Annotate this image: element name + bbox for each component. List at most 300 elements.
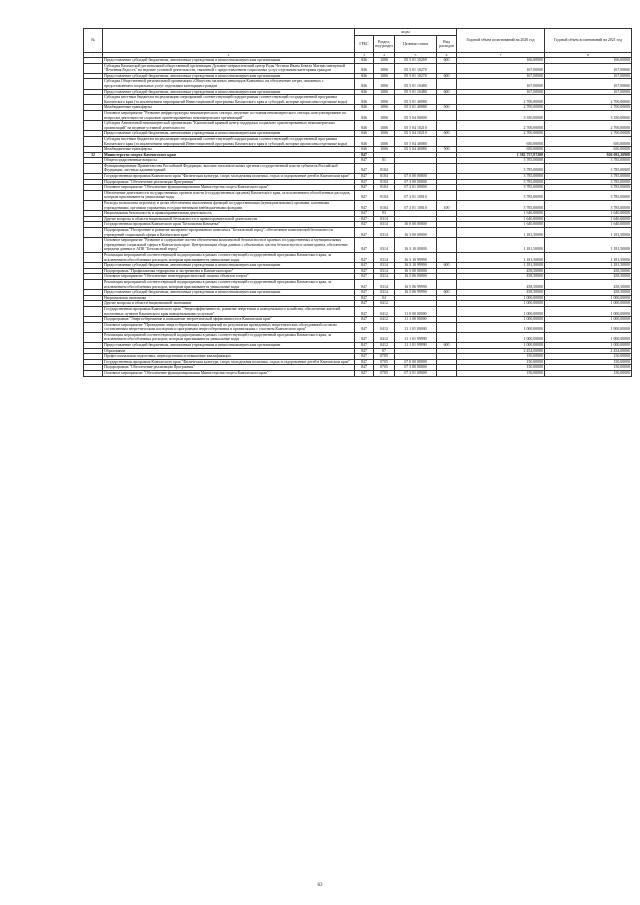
row-razdel: 0705 xyxy=(374,354,395,360)
row-amount-2021: 1 000,00000 xyxy=(545,301,632,307)
row-name: Подпрограмма "Профилактика терроризма и экстремизма в Камчатском крае" xyxy=(103,268,355,274)
row-amount-2020: 1 000,00000 xyxy=(457,306,545,316)
table-row xyxy=(84,79,632,89)
row-razdel: 1006 xyxy=(374,121,395,131)
row-vr xyxy=(437,279,457,289)
row-cst: 07 0 00 00000 xyxy=(395,359,437,365)
row-vr: 600 xyxy=(437,89,457,95)
row-name: Предоставление субсидий бюджетным, автономным учреждениям и иным некоммерческим организациям xyxy=(103,58,355,64)
row-name: Субсидия Автономной некоммерческой организации "Камчатский краевой центр поддержки социально ориентированных некоммерческих организаций" на ведение уставной деятельности xyxy=(103,121,355,131)
row-cst: 05 5 04 00000 xyxy=(395,110,437,120)
row-amount-2020: 2 454,00000 xyxy=(457,348,545,354)
row-amount-2021: 1 181,50000 xyxy=(545,228,632,238)
row-amount-2020: 458,50000 xyxy=(457,290,545,296)
row-razdel: 0314 xyxy=(374,268,395,274)
table-row xyxy=(84,190,632,200)
row-cst: 16 5 06 00000 xyxy=(395,274,437,280)
row-amount-2021: 650,00000 xyxy=(545,136,632,146)
row-number xyxy=(84,238,103,253)
page-number: 63 xyxy=(317,883,323,888)
row-name: Общегосударственные вопросы xyxy=(103,158,355,164)
row-vr: 600 xyxy=(437,343,457,349)
row-amount-2021: 150,00000 xyxy=(545,365,632,371)
row-name: Министерство спорта Камчатского края xyxy=(103,152,355,158)
table-row xyxy=(84,332,632,342)
row-name: Межбюджетные трансферты xyxy=(103,147,355,153)
row-amount-2021: 3 785,00000 xyxy=(545,179,632,185)
row-amount-2021: 1 640,00000 xyxy=(545,222,632,228)
table-row xyxy=(84,279,632,289)
table-row xyxy=(84,252,632,262)
row-amount-2020: 150,00000 xyxy=(457,359,545,365)
row-cst: 16 3 10 99990 xyxy=(395,252,437,262)
row-name: Образование xyxy=(103,348,355,354)
row-amount-2021: 1 000,00000 xyxy=(545,306,632,316)
table-row xyxy=(84,95,632,105)
row-name: Реализация мероприятий соответствующей подпрограммы в рамках соответствующей государственной программы Камчатского края, за исключением обособленных расходов, которым присваиваются уникальные коды xyxy=(103,252,355,262)
row-razdel: 1006 xyxy=(374,79,395,89)
row-amount-2021: 458,50000 xyxy=(545,274,632,280)
row-grbs: 847 xyxy=(355,268,374,274)
row-name: Функционирование Правительства Российской Федерации, высших исполнительных органов государственной власти субъектов Российской Федерации, местных администраций xyxy=(103,163,355,173)
row-amount-2020: 3 785,00000 xyxy=(457,185,545,191)
row-grbs: 846 xyxy=(355,136,374,146)
row-cst: 07 3 01 00000 xyxy=(395,185,437,191)
row-razdel: 0412 xyxy=(374,322,395,332)
row-name: Основное мероприятие "Обеспечение функционирования Министерства спорта Камчатского края" xyxy=(103,371,355,377)
row-grbs: 847 xyxy=(355,211,374,217)
row-razdel: 04 xyxy=(374,295,395,301)
row-razdel: 0412 xyxy=(374,301,395,307)
row-amount-2021: 1 000,00000 xyxy=(545,295,632,301)
codes-group-header: коды xyxy=(355,29,457,36)
row-grbs: 847 xyxy=(355,348,374,354)
row-grbs: 847 xyxy=(355,290,374,296)
row-name: Предоставление субсидий бюджетным, автономным учреждениям и иным некоммерческим организациям xyxy=(103,89,355,95)
row-cst: 11 0 00 00000 xyxy=(395,306,437,316)
row-razdel: 0314 xyxy=(374,228,395,238)
row-razdel: 1006 xyxy=(374,89,395,95)
row-name: Основное мероприятие "Развитие инфраструктуры некоммерческого сектора, изучение состояния некоммерческого сектора, консультирование по вопросам деятельности социально ориентированных некоммерческих организаций" xyxy=(103,110,355,120)
row-amount-2021: 458,50000 xyxy=(545,279,632,289)
row-amount-2020: 1 181,50000 xyxy=(457,252,545,262)
row-cst: 16 5 06 99990 xyxy=(395,279,437,289)
row-vr xyxy=(437,136,457,146)
row-amount-2020: 2 700,00000 xyxy=(457,131,545,137)
row-grbs: 847 xyxy=(355,163,374,173)
row-name: Реализация мероприятий соответствующей подпрограммы в рамках соответствующей государственной программы Камчатского края, за исключением обособленных расходов, которым присваиваются уникальные коды xyxy=(103,279,355,289)
row-name: Подпрограмма "Построение и развитие аппаратно-программного комплекса "Безопасный город", обеспечение комплексной безопасности учреждений социальной сферы в Камчатском крае" xyxy=(103,228,355,238)
row-cst: 07 3 01 00000 xyxy=(395,371,437,377)
row-amount-2021: 458,50000 xyxy=(545,268,632,274)
row-grbs: 846 xyxy=(355,105,374,111)
row-name: Подпрограмма "Энергосбережение и повышение энергетической эффективности в Камчатском крае" xyxy=(103,317,355,323)
row-cst: 16 0 00 00000 xyxy=(395,222,437,228)
row-grbs: 847 xyxy=(355,174,374,180)
row-grbs: 847 xyxy=(355,317,374,323)
row-amount-2020: 1 000,00000 xyxy=(457,332,545,342)
row-amount-2020: 150,00000 xyxy=(457,365,545,371)
row-cst: 11 1 01 99990 xyxy=(395,332,437,342)
row-vr xyxy=(437,95,457,105)
row-grbs: 847 xyxy=(355,216,374,222)
row-number xyxy=(84,371,103,377)
row-amount-2021: 150,00000 xyxy=(545,354,632,360)
row-grbs: 847 xyxy=(355,238,374,253)
row-razdel: 0705 xyxy=(374,371,395,377)
row-amount-2020: 2 700,00000 xyxy=(457,105,545,111)
row-grbs: 846 xyxy=(355,79,374,89)
row-amount-2021: 458,50000 xyxy=(545,290,632,296)
row-amount-2020: 650,00000 xyxy=(457,147,545,153)
row-razdel: 1006 xyxy=(374,73,395,79)
row-amount-2021: 166,00000 xyxy=(545,58,632,64)
row-amount-2021: 2 700,00000 xyxy=(545,121,632,131)
row-grbs: 846 xyxy=(355,63,374,73)
row-name: Расходы на выплаты персоналу в целях обеспечения выполнения функций государственными (муниципальными) органами, казенными учреждениями, органами управления государственными внебюджетными фондами xyxy=(103,201,355,211)
row-number xyxy=(84,322,103,332)
row-grbs: 847 xyxy=(355,179,374,185)
table-row xyxy=(84,163,632,173)
row-amount-2021: 3 350,00000 xyxy=(545,110,632,120)
row-razdel: 03 xyxy=(374,211,395,217)
row-grbs: 847 xyxy=(355,359,374,365)
row-razdel: 0314 xyxy=(374,274,395,280)
row-vr: 600 xyxy=(437,73,457,79)
row-number xyxy=(84,63,103,73)
row-grbs: 847 xyxy=(355,263,374,269)
row-cst: 05 5 04 40080 xyxy=(395,147,437,153)
table-row xyxy=(84,110,632,120)
row-amount-2021: 3 785,00000 xyxy=(545,158,632,164)
row-name: Основное мероприятие "Проведение энергосберегающих мероприятий по результатам проведенных энергетических обследований согласно составленным энергетическим паспортам и программам энергосбережения в организациях с участием Камчатского края" xyxy=(103,322,355,332)
row-razdel: 0412 xyxy=(374,306,395,316)
row-razdel: 0412 xyxy=(374,332,395,342)
row-vr xyxy=(437,110,457,120)
row-vr: 600 xyxy=(437,290,457,296)
row-razdel: 0314 xyxy=(374,216,395,222)
row-vr xyxy=(437,332,457,342)
col-name-header xyxy=(103,29,355,53)
row-grbs: 846 xyxy=(355,73,374,79)
row-amount-2020: 167,00000 xyxy=(457,89,545,95)
table-row xyxy=(84,306,632,316)
row-name: Государственная программа Камчатского края "Физическая культура, спорт, молодежная политика, отдых и оздоровление детей в Камчатском крае" xyxy=(103,359,355,365)
column-index: . xyxy=(84,53,103,58)
row-razdel: 0314 xyxy=(374,238,395,253)
col-number-header: № xyxy=(84,29,103,53)
row-name: Субсидия местным бюджетам на реализацию мероприятий соответствующей подпрограммы соответствующей государственной программы Камчатского края (за исключением мероприятий Инвестиционной программы Камчатского края и субсидий, которые прописаны отдельные коды) xyxy=(103,95,355,105)
table-row xyxy=(84,238,632,253)
row-grbs: 847 xyxy=(355,252,374,262)
row-vr: 600 xyxy=(437,131,457,137)
row-amount-2021: 3 785,00000 xyxy=(545,201,632,211)
row-grbs: 846 xyxy=(355,131,374,137)
row-amount-2020: 1 000,00000 xyxy=(457,295,545,301)
row-amount-2021: 1 000,00000 xyxy=(545,343,632,349)
row-amount-2021: 2 700,00000 xyxy=(545,95,632,105)
row-amount-2020: 1 640,00000 xyxy=(457,216,545,222)
row-cst: 07 3 00 00000 xyxy=(395,179,437,185)
row-number xyxy=(84,136,103,146)
budget-allocation-table xyxy=(83,28,632,377)
row-number xyxy=(84,306,103,316)
row-grbs: 847 xyxy=(355,343,374,349)
table-row xyxy=(84,371,632,377)
row-amount-2021: 926 692,26900 xyxy=(545,152,632,158)
row-grbs: 847 xyxy=(355,332,374,342)
row-number xyxy=(84,190,103,200)
row-name: Государственная программа Камчатского края "Энергоэффективность, развитие энергетики и коммунального хозяйства, обеспечение жителей населенных пунктов Камчатского края коммунальными услугами" xyxy=(103,306,355,316)
row-razdel: 0104 xyxy=(374,185,395,191)
row-razdel: 0314 xyxy=(374,279,395,289)
table-row xyxy=(84,121,632,131)
row-name: Подпрограмма "Обеспечение реализации Программы" xyxy=(103,179,355,185)
row-name: Профессиональная подготовка, переподготовка и повышение квалификации xyxy=(103,354,355,360)
row-vr: 500 xyxy=(437,147,457,153)
table-row xyxy=(84,322,632,332)
row-cst: 16 3 10 99990 xyxy=(395,263,437,269)
row-amount-2020: 458,50000 xyxy=(457,268,545,274)
row-grbs: 847 xyxy=(355,322,374,332)
row-amount-2021: 1 000,00000 xyxy=(545,317,632,323)
row-vr xyxy=(437,306,457,316)
row-amount-2020: 1 640,00000 xyxy=(457,222,545,228)
row-amount-2020: 1 382 757,87200 xyxy=(457,152,545,158)
row-amount-2020: 2 700,00000 xyxy=(457,121,545,131)
row-grbs: 846 xyxy=(355,89,374,95)
row-number xyxy=(84,228,103,238)
row-grbs: 846 xyxy=(355,110,374,120)
row-vr xyxy=(437,228,457,238)
table-row xyxy=(84,228,632,238)
row-number xyxy=(84,279,103,289)
row-cst: 16 3 10 00000 xyxy=(395,238,437,253)
row-cst: 05 5 01 10269 xyxy=(395,58,437,64)
row-amount-2021: 3 785,00000 xyxy=(545,185,632,191)
row-amount-2021: 1 640,00000 xyxy=(545,211,632,217)
row-amount-2020: 2 700,00000 xyxy=(457,95,545,105)
row-name: Основное мероприятие "Обеспечение антитеррористической защиты объектов спорта" xyxy=(103,274,355,280)
row-grbs: 846 xyxy=(355,147,374,153)
row-amount-2021: 3 785,00000 xyxy=(545,190,632,200)
col-2021-header: Годовой объем ассигнований на 2021 год xyxy=(545,29,632,53)
row-amount-2020: 167,00000 xyxy=(457,73,545,79)
row-grbs: 847 xyxy=(355,301,374,307)
row-amount-2020: 3 785,00000 xyxy=(457,163,545,173)
row-vr xyxy=(437,252,457,262)
row-amount-2021: 167,00000 xyxy=(545,73,632,79)
row-razdel: 0104 xyxy=(374,201,395,211)
row-razdel: 0104 xyxy=(374,179,395,185)
row-amount-2020: 3 785,00000 xyxy=(457,190,545,200)
row-number xyxy=(84,252,103,262)
row-cst: 05 5 04 10210 xyxy=(395,131,437,137)
row-razdel: 0705 xyxy=(374,359,395,365)
row-grbs: 847 xyxy=(355,279,374,289)
row-vr: 600 xyxy=(437,263,457,269)
row-amount-2021: 3 785,00000 xyxy=(545,174,632,180)
row-amount-2020: 3 350,00000 xyxy=(457,110,545,120)
row-cst: 05 5 01 10480 xyxy=(395,89,437,95)
row-cst: 11 1 01 00000 xyxy=(395,322,437,332)
row-cst: 05 5 01 40080 xyxy=(395,105,437,111)
row-cst: 07 0 00 00000 xyxy=(395,174,437,180)
row-razdel: 0314 xyxy=(374,263,395,269)
row-number xyxy=(84,79,103,89)
row-amount-2021: 3 785,00000 xyxy=(545,163,632,173)
column-index: 2 xyxy=(103,53,355,58)
row-vr: 600 xyxy=(437,58,457,64)
row-amount-2021: 167,00000 xyxy=(545,79,632,89)
row-name: Субсидия Общественной региональной организации «Общество малоных инвалидов Камчатки» на обеспечение затрат, связанных с предоставлением социальных услуг отдельным категориям граждан xyxy=(103,79,355,89)
row-cst: 05 5 01 10270 xyxy=(395,63,437,73)
row-amount-2020: 1 000,00000 xyxy=(457,301,545,307)
row-amount-2021: 1 000,00000 xyxy=(545,322,632,332)
row-grbs: 847 xyxy=(355,185,374,191)
row-grbs: 847 xyxy=(355,274,374,280)
row-cst: 05 5 01 40080 xyxy=(395,95,437,105)
row-grbs: 847 xyxy=(355,152,374,158)
row-cst: 16 5 06 99990 xyxy=(395,290,437,296)
row-amount-2021: 1 640,00000 xyxy=(545,216,632,222)
row-name: Национальная безопасность и правоохранительная деятельность xyxy=(103,211,355,217)
budget-table-page xyxy=(83,28,631,377)
row-name: Государственная программа Камчатского края "Физическая культура, спорт, молодежная политика, отдых и оздоровление детей в Камчатском крае" xyxy=(103,174,355,180)
column-index: 4 xyxy=(374,53,395,58)
row-vr xyxy=(437,322,457,332)
row-amount-2020: 1 181,50000 xyxy=(457,263,545,269)
row-name: Другие вопросы в области национальной экономики xyxy=(103,301,355,307)
row-grbs: 846 xyxy=(355,95,374,105)
row-razdel: 0104 xyxy=(374,163,395,173)
row-amount-2021: 2 700,00000 xyxy=(545,131,632,137)
col-2020-header: Годовой объем ассигнований на 2020 год xyxy=(457,29,545,53)
row-razdel: 0104 xyxy=(374,190,395,200)
row-amount-2020: 166,00000 xyxy=(457,58,545,64)
row-grbs: 846 xyxy=(355,121,374,131)
row-vr xyxy=(437,121,457,131)
row-cst: 05 5 01 10480 xyxy=(395,79,437,89)
row-cst: 16 3 00 00000 xyxy=(395,228,437,238)
row-razdel: 0705 xyxy=(374,365,395,371)
row-name: Субсидия Камчатской региональной общественной организации Духовно-патриотический центр Роды Честная Ивана Бевела Матери именуемой "Печенная Радость" на ведение уставной деятельности, связанной с предоставлением социальных услуг отдельным категориям граждан xyxy=(103,63,355,73)
row-cst: 05 5 04 40080 xyxy=(395,136,437,146)
row-grbs: 847 xyxy=(355,371,374,377)
row-vr: 500 xyxy=(437,105,457,111)
row-grbs: 847 xyxy=(355,201,374,211)
row-amount-2020: 167,00000 xyxy=(457,63,545,73)
row-amount-2020: 1 640,00000 xyxy=(457,211,545,217)
row-amount-2021: 1 000,00000 xyxy=(545,332,632,342)
row-amount-2021: 2 454,00000 xyxy=(545,348,632,354)
table-row xyxy=(84,136,632,146)
row-cst: 16 5 00 00000 xyxy=(395,268,437,274)
row-name: Предоставление субсидий бюджетным, автономным учреждениям и иным некоммерческим организациям xyxy=(103,263,355,269)
row-grbs: 847 xyxy=(355,158,374,164)
row-amount-2020: 150,00000 xyxy=(457,354,545,360)
row-amount-2020: 458,50000 xyxy=(457,274,545,280)
row-razdel: 1006 xyxy=(374,136,395,146)
row-amount-2020: 3 785,00000 xyxy=(457,158,545,164)
row-amount-2021: 167,00000 xyxy=(545,89,632,95)
row-razdel: 0314 xyxy=(374,252,395,262)
row-amount-2021: 1 181,50000 xyxy=(545,263,632,269)
row-cst: 11 1 01 99990 xyxy=(395,343,437,349)
row-grbs: 847 xyxy=(355,365,374,371)
column-index: 3 xyxy=(355,53,374,58)
table-body xyxy=(84,58,632,377)
row-number: 32 xyxy=(84,152,103,158)
row-cst: 07 3 01 10010 xyxy=(395,190,437,200)
row-razdel: 0412 xyxy=(374,343,395,349)
row-razdel: 01 xyxy=(374,158,395,164)
row-name: Предоставление субсидий бюджетным, автономным учреждениям и иным некоммерческим организациям xyxy=(103,290,355,296)
row-vr xyxy=(437,63,457,73)
header-row-top xyxy=(84,29,632,36)
row-name: Другие вопросы в области национальной безопасности и правоохранительной деятельности xyxy=(103,216,355,222)
row-grbs: 847 xyxy=(355,295,374,301)
row-cst: 05 5 04 10210 xyxy=(395,121,437,131)
row-cst: 07 3 00 00000 xyxy=(395,365,437,371)
row-vr xyxy=(437,371,457,377)
row-razdel: 1006 xyxy=(374,63,395,73)
row-razdel: 1006 xyxy=(374,58,395,64)
row-amount-2020: 167,00000 xyxy=(457,79,545,89)
row-grbs: 847 xyxy=(355,190,374,200)
row-name: Субсидия местным бюджетам на реализацию мероприятий соответствующей подпрограммы соответствующей государственной программы Камчатского края (за исключением мероприятий Инвестиционной программы Камчатского края и субсидий, которые прописаны отдельные коды) xyxy=(103,136,355,146)
row-name: Государственная программа Камчатского края "Безопасная Камчатка" xyxy=(103,222,355,228)
row-amount-2021: 1 181,50000 xyxy=(545,238,632,253)
row-name: Национальная экономика xyxy=(103,295,355,301)
row-name: Основное мероприятие "Развитие и содержание систем обеспечения комплексной безопасности в краевых государственных и муниципальных учреждениях социальной сферы в Камчатском крае. Централизация сбора данных с объектовых систем безопасности и мониторинга, обеспечение передачи данных в АПК "Безопасный город" xyxy=(103,238,355,253)
row-name: Реализация мероприятий соответствующей подпрограммы в рамках соответствующей государственной программы Камчатского края, за исключением обособленных расходов, которым присваиваются уникальные коды xyxy=(103,332,355,342)
row-cst xyxy=(395,163,437,173)
row-amount-2020: 458,50000 xyxy=(457,279,545,289)
row-name: Предоставление субсидий бюджетным, автономным учреждениям и иным некоммерческим организациям xyxy=(103,343,355,349)
column-index: 5 xyxy=(395,53,437,58)
column-index: 8 xyxy=(545,53,632,58)
row-name: Предоставление субсидий бюджетным, автономным учреждениям и иным некоммерческим организациям xyxy=(103,73,355,79)
row-razdel: 1006 xyxy=(374,131,395,137)
row-amount-2021: 650,00000 xyxy=(545,147,632,153)
row-razdel: 0104 xyxy=(374,174,395,180)
table-row xyxy=(84,63,632,73)
col-vr-header: Вид расходов xyxy=(437,36,457,53)
row-grbs: 847 xyxy=(355,228,374,238)
row-razdel: 0314 xyxy=(374,222,395,228)
row-cst: 05 5 01 10270 xyxy=(395,73,437,79)
row-number xyxy=(84,332,103,342)
row-grbs: 847 xyxy=(355,306,374,316)
row-amount-2020: 3 785,00000 xyxy=(457,179,545,185)
row-vr xyxy=(437,163,457,173)
row-name: Подпрограмма "Обеспечение реализации Программы" xyxy=(103,365,355,371)
row-vr xyxy=(437,238,457,253)
row-name: Предоставление субсидий бюджетным, автономным учреждениям и иным некоммерческим организациям xyxy=(103,131,355,137)
row-razdel: 07 xyxy=(374,348,395,354)
row-number xyxy=(84,95,103,105)
row-grbs: 846 xyxy=(355,58,374,64)
row-amount-2020: 150,00000 xyxy=(457,371,545,377)
row-amount-2020: 1 000,00000 xyxy=(457,317,545,323)
row-amount-2020: 1 000,00000 xyxy=(457,322,545,332)
row-razdel: 1006 xyxy=(374,110,395,120)
row-vr xyxy=(437,79,457,89)
row-number xyxy=(84,121,103,131)
row-amount-2020: 1 000,00000 xyxy=(457,343,545,349)
row-cst: 07 3 01 10010 xyxy=(395,201,437,211)
